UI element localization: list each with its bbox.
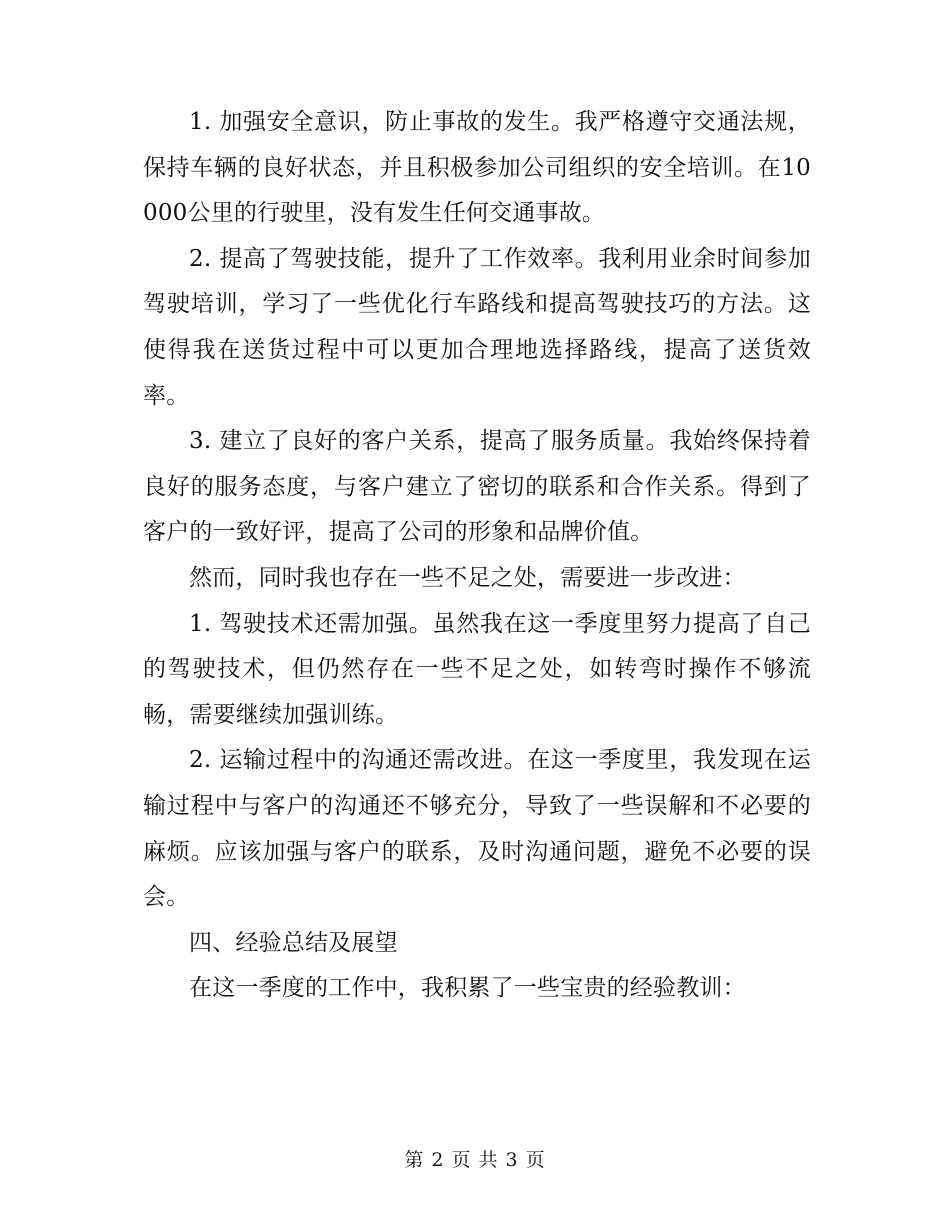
page-number-footer: 第 2 页 共 3 页 bbox=[404, 1149, 546, 1171]
paragraph-summary-intro: 在这一季度的工作中，我积累了一些宝贵的经验教训： bbox=[189, 975, 746, 1002]
paragraph-shortcomings-intro: 然而，同时我也存在一些不足之处，需要进一步改进： bbox=[189, 564, 746, 591]
paragraph-customer-relations: 3. 建立了良好的客户关系，提高了服务质量。我始终保持着良好的服务态度，与客户建立了密切的联系和合作关系。得到了客户的一致好评，提高了公司的形象和品牌价值。 bbox=[143, 428, 811, 546]
paragraph-driving-technique: 1. 驾驶技术还需加强。虽然我在这一季度里努力提高了自己的驾驶技术，但仍然存在一些不足之处，如转弯时操作不够流畅，需要继续加强训练。 bbox=[143, 610, 811, 728]
section-heading-summary: 四、经验总结及展望 bbox=[189, 929, 398, 956]
paragraph-driving-skills: 2. 提高了驾驶技能，提升了工作效率。我利用业余时间参加驾驶培训，学习了一些优化行车路线和提高驾驶技巧的方法。这使得我在送货过程中可以更加合理地选择路线，提高了送货效率。 bbox=[143, 245, 811, 409]
document-body bbox=[143, 100, 811, 1012]
paragraph-safety: 1. 加强安全意识，防止事故的发生。我严格遵守交通法规，保持车辆的良好状态，并且积极参加公司组织的安全培训。在10000公里的行驶里，没有发生任何交通事故。 bbox=[143, 109, 811, 227]
paragraph-communication: 2. 运输过程中的沟通还需改进。在这一季度里，我发现在运输过程中与客户的沟通还不够充分，导致了一些误解和不必要的麻烦。应该加强与客户的联系，及时沟通问题，避免不必要的误会。 bbox=[143, 747, 811, 911]
